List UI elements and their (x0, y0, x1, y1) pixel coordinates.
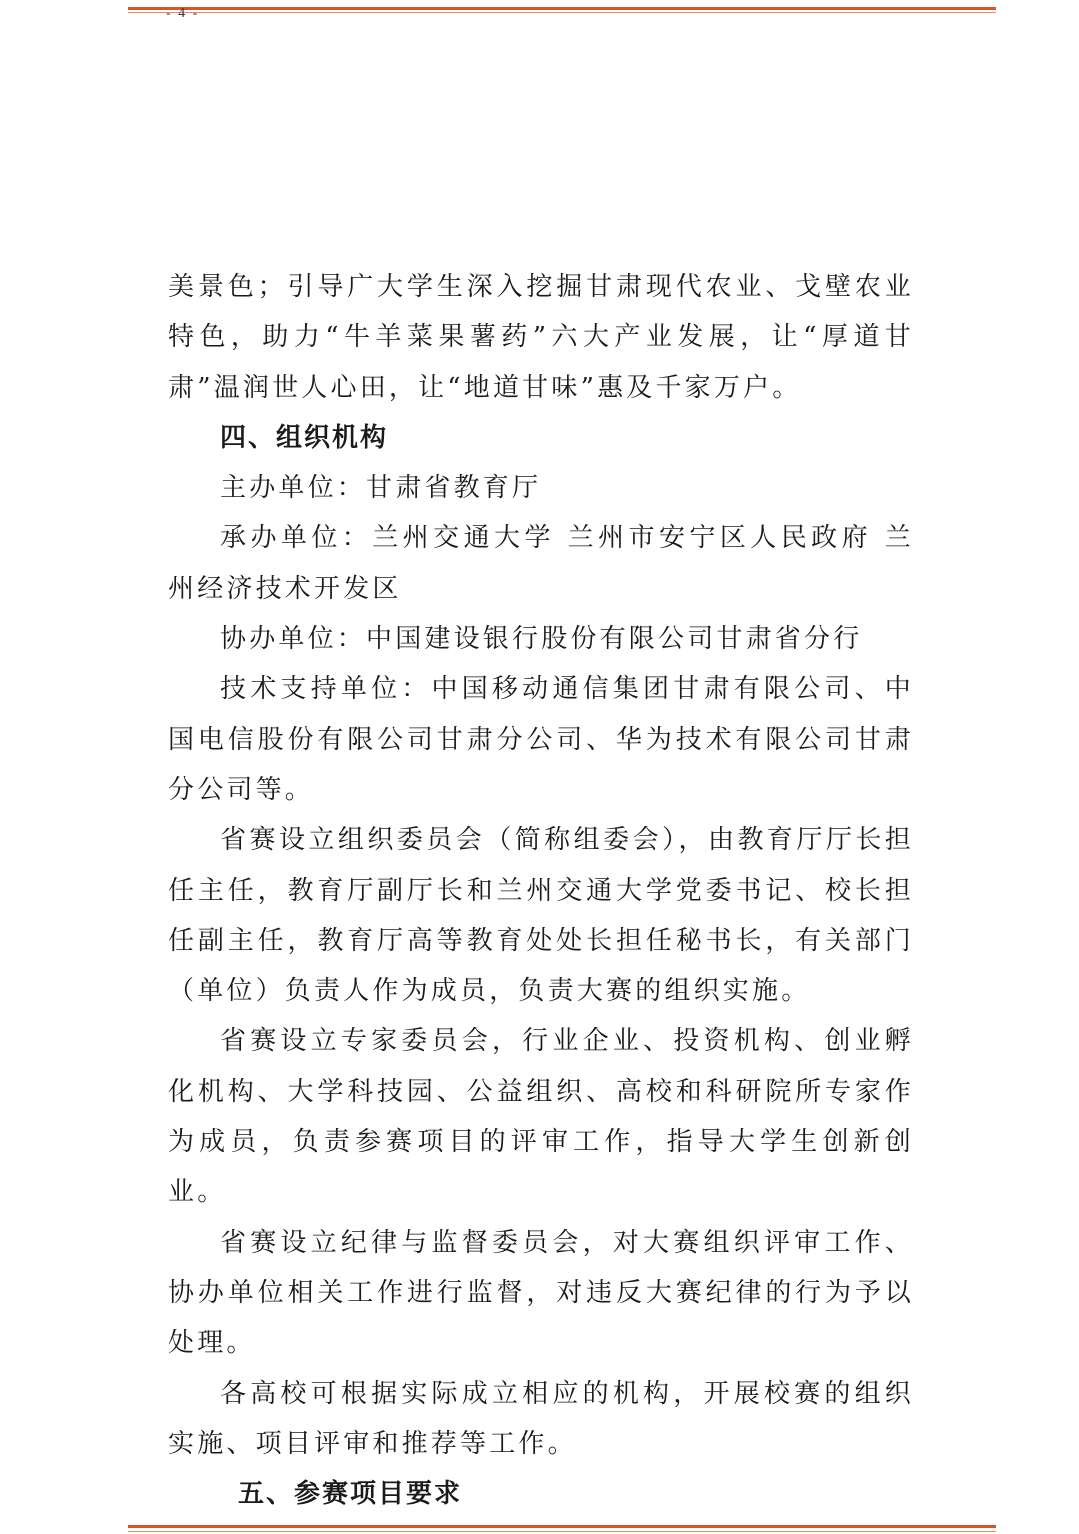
paragraph-organizing-committee: 省赛设立组织委员会（简称组委会），由教育厅厅长担任主任，教育厅副厅长和兰州交通大学党委书记、校长担任副主任，教育厅高等教育处处长担任秘书长，有关部门（单位）负责人作为成员，负责大赛的组织实施。 (168, 825, 914, 1007)
header-rule (128, 7, 996, 10)
paragraph-tech-support: 技术支持单位：中国移动通信集团甘肃有限公司、中国电信股份有限公司甘肃分公司、华为技术有限公司甘肃分公司等。 (168, 674, 914, 805)
paragraph-continuation: 美景色；引导广大学生深入挖掘甘肃现代农业、戈壁农业特色，助力“牛羊菜果薯药”六大产业发展，让“厚道甘肃”温润世人心田，让“地道甘味”惠及千家万户。 (168, 272, 914, 403)
section-heading-project-requirements: 五、参赛项目要求 (238, 1479, 463, 1510)
footer-rule-thin (128, 1531, 996, 1532)
paragraph-co-organizer: 协办单位：中国建设银行股份有限公司甘肃省分行 (220, 624, 863, 655)
section-heading-organization: 四、组织机构 (220, 422, 389, 453)
page-number: - 4 - (166, 6, 200, 21)
document-body (168, 262, 914, 1519)
paragraph-organizer: 承办单位：兰州交通大学 兰州市安宁区人民政府 兰州经济技术开发区 (168, 523, 914, 604)
paragraph-discipline-committee: 省赛设立纪律与监督委员会，对大赛组织评审工作、协办单位相关工作进行监督，对违反大赛纪律的行为予以处理。 (168, 1227, 914, 1359)
footer-rule (128, 1525, 996, 1528)
paragraph-host: 主办单位：甘肃省教育厅 (220, 473, 542, 504)
header-rule-thin (128, 12, 996, 13)
paragraph-university-organization: 各高校可根据实际成立相应的机构，开展校赛的组织实施、项目评审和推荐等工作。 (168, 1378, 914, 1459)
paragraph-expert-committee: 省赛设立专家委员会，行业企业、投资机构、创业孵化机构、大学科技园、公益组织、高校和科研院所专家作为成员，负责参赛项目的评审工作，指导大学生创新创业。 (168, 1026, 914, 1208)
